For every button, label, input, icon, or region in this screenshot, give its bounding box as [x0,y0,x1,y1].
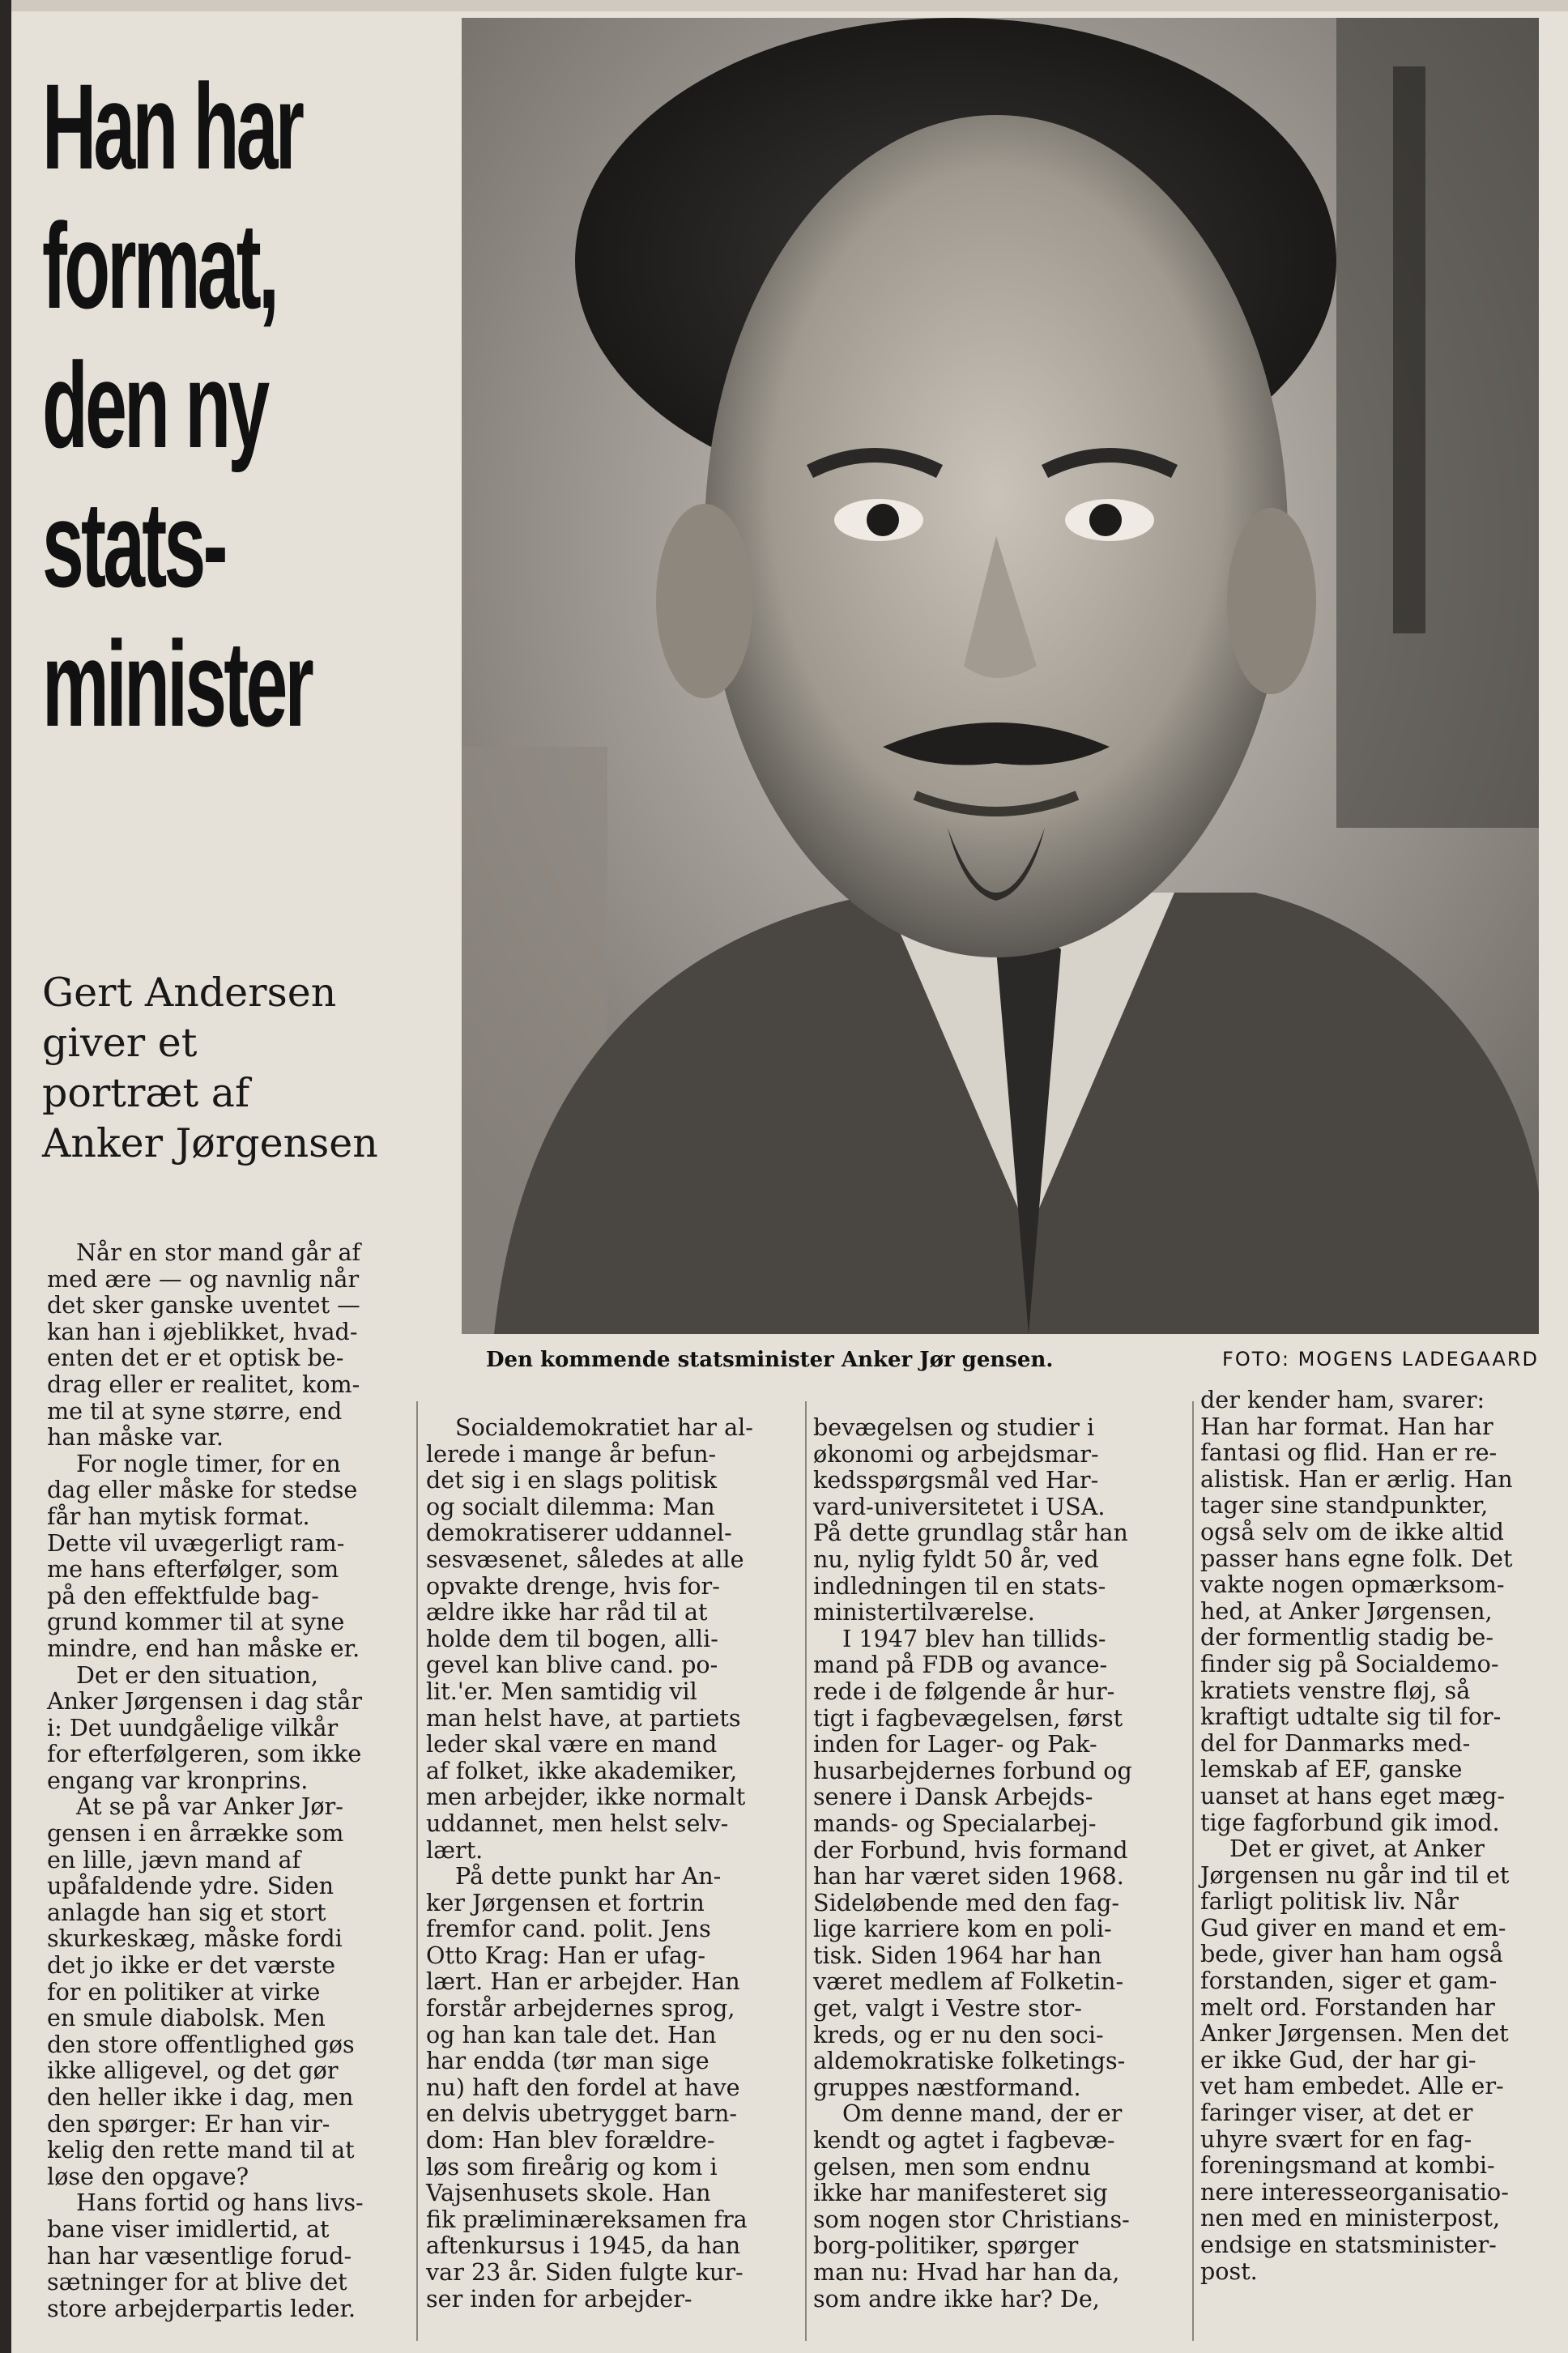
column-text-line: forstanden, siger et gam- [1200,1967,1498,1995]
column-text-line: lemskab af EF, ganske [1200,1755,1463,1784]
column-text-line: økonomi og arbejdsmar- [813,1439,1099,1468]
column-text-line: På dette punkt har An- [455,1862,722,1890]
column-text-line: gelsen, men som endnu [813,2152,1091,2180]
photo-caption: Den kommende statsminister Anker Jør gensen. [486,1348,1054,1372]
column-text-line: kendt og agtet i fagbevæ- [813,2126,1115,2155]
column-text-line: Når en stor mand går af [76,1238,361,1266]
column-text-line: vard-universitetet i USA. [813,1492,1106,1520]
column-text-line: gevel kan blive cand. po- [426,1651,718,1679]
column-text-line: han måske var. [47,1423,224,1451]
column-text-line: uanset at hans eget mæg- [1200,1781,1506,1810]
column-text-line: holde dem til bogen, alli- [426,1624,718,1652]
column-text-line: Han har format. Han har [1200,1412,1493,1440]
column-text-line: uhyre svært for en fag- [1200,2125,1472,2153]
column-text-line: kelig den rette mand til at [47,2136,355,2164]
column-text-line: som nogen stor Christians- [813,2205,1130,2233]
column-text-line: der Forbund, hvis formand [813,1835,1128,1864]
column-text-line: rede i de følgende år hur- [813,1677,1115,1705]
column-text-line: fantasi og flid. Han er re- [1200,1439,1498,1467]
column-text-line: tigt i fagbevægelsen, først [813,1703,1123,1732]
column-text-line: tager sine standpunkter, [1200,1491,1489,1520]
subhead-line: Gert Andersen [42,970,337,1016]
column-text-line: me hans efterfølger, som [47,1555,339,1584]
column-text-line: ministertilværelse. [813,1598,1035,1626]
column-text-line: og han kan tale det. Han [426,2020,717,2048]
column-text-line: Anker Jørgensen i dag står [47,1687,363,1716]
article-column-1 [47,1239,452,2321]
column-text-line: lige karriere kom en poli- [813,1915,1112,1943]
column-text-line: finder sig på Socialdemo- [1200,1649,1499,1677]
column-text-line: der formentlig stadig be- [1200,1623,1494,1652]
column-text-line: me til at syne større, end [47,1396,343,1425]
column-text-line: kreds, og er nu den soci- [813,2020,1104,2048]
column-text-line: af folket, ikke akademiker, [426,1756,738,1784]
column-text-line: han har væsentlige forud- [47,2241,352,2270]
column-text-line: drag eller er realitet, kom- [47,1370,360,1398]
column-text-line: mand på FDB og avance- [813,1651,1108,1679]
column-text-line: indledningen til en stats- [813,1571,1106,1600]
headline-line: den ny [42,337,267,473]
column-text-line: På dette grundlag står han [813,1519,1128,1547]
subhead-line: giver et [42,1020,198,1066]
headline-line: minister [42,616,312,752]
column-text-line: lært. Han er arbejder. Han [426,1967,740,1996]
column-text-line: passer hans egne folk. Det [1200,1544,1513,1572]
column-text-line: farligt politisk liv. Når [1200,1887,1459,1916]
column-text-line: der kender ham, svarer: [1200,1386,1485,1413]
column-text-line: sesvæsenet, således at alle [426,1545,744,1573]
headline [42,57,312,753]
column-text-line: vet ham embedet. Alle er- [1200,2072,1504,2100]
column-text-line: store arbejderpartis leder. [47,2294,356,2322]
column-text-line: gruppes næstformand. [813,2073,1081,2101]
column-text-line: leder skal være en mand [426,1730,718,1758]
column-text-line: man nu: Hvad har han da, [813,2258,1120,2286]
column-text-line: er ikke Gud, der har gi- [1200,2045,1476,2074]
column-text-line: det jo ikke er det værste [47,1951,336,1980]
column-text-line: med ære — og navnlig når [47,1264,360,1293]
headline-line: Han har [42,58,302,194]
column-text-line: At se på var Anker Jør- [76,1792,343,1821]
column-text-line: senere i Dansk Arbejds- [813,1783,1093,1811]
column-text-line: mands- og Specialarbej- [813,1809,1097,1837]
column-text-line: del for Danmarks med- [1200,1729,1471,1757]
column-text-line: Otto Krag: Han er ufag- [426,1941,706,1969]
column-text-line: ikke har manifesteret sig [813,2179,1108,2207]
column-text-line: i: Det uundgåelige vilkår [47,1713,339,1741]
column-text-line: ser inden for arbejder- [426,2284,692,2313]
subhead-line: portræt af [42,1070,250,1116]
subhead-line: Anker Jørgensen [42,1120,378,1166]
column-text-line: på den effektfulde bag- [47,1581,319,1609]
column-text-line: han har været siden 1968. [813,1862,1124,1890]
column-text-line: løse den opgave? [47,2162,249,2190]
column-text-line: engang var kronprins. [47,1766,309,1794]
column-text-line: men arbejder, ikke normalt [426,1783,746,1811]
column-text-line: dag eller måske for stedse [47,1476,358,1504]
column-text-line: aftenkursus i 1945, da han [426,2232,741,2260]
column-text-line: uddannet, men helst selv- [426,1809,729,1837]
column-text-line: melt ord. Forstanden har [1200,1993,1495,2021]
column-text-line: fik præliminæreksamen fra [426,2205,748,2233]
column-text-line: tisk. Siden 1964 har han [813,1941,1102,1969]
column-text-line: demokratiserer uddannel- [426,1519,732,1547]
column-text-line: løs som fireårig og kom i [426,2152,718,2180]
column-text-line: hed, at Anker Jørgensen, [1200,1596,1493,1625]
column-text-line: Det er givet, at Anker [1229,1835,1485,1863]
column-text-line: dom: Han blev forældre- [426,2126,715,2155]
column-text-line: upåfaldende ydre. Siden [47,1872,334,1900]
column-text-line: nen med en ministerpost, [1200,2204,1501,2232]
column-text-line: Socialdemokratiet har al- [455,1413,753,1441]
column-text-line: lært. [426,1835,484,1864]
column-text-line: enten det er et optisk be- [47,1344,344,1372]
column-text-line: Jørgensen nu går ind til et [1200,1861,1510,1889]
column-text-line: bane viser imidlertid, at [47,2214,330,2243]
column-text-line: borg-politiker, spørger [813,2232,1079,2260]
column-text-line: post. [1200,2257,1258,2285]
column-text-line: nu, nylig fyldt 50 år, ved [813,1545,1099,1573]
column-text-line: ældre ikke har råd til at [426,1598,708,1626]
column-text-line: sætninger for at blive det [47,2268,347,2296]
column-text-line: det sig i en slags politisk [426,1466,718,1494]
portrait-photo [462,18,1539,1334]
article-column-4 [1200,1387,1557,2284]
article-column-2 [426,1414,807,2312]
top-border [11,0,1568,11]
photo-caption-row [486,1348,1539,1383]
headline-line: format, [42,198,277,334]
column-text-line: kedsspørgsmål ved Har- [813,1466,1099,1494]
column-text-line: forstår arbejdernes sprog, [426,1994,735,2023]
column-text-line: husarbejdernes forbund og [813,1756,1132,1784]
column-text-line: alistisk. Han er ærlig. Han [1200,1464,1513,1493]
column-text-line: ker Jørgensen et fortrin [426,1888,705,1916]
column-text-line: kratiets venstre fløj, så [1200,1676,1471,1704]
column-text-line: For nogle timer, for en [76,1449,341,1477]
column-text-line: Om denne mand, der er [842,2099,1123,2128]
column-text-line: en delvis ubetrygget barn- [426,2099,738,2128]
column-text-line: Gud giver en mand et em- [1200,1913,1506,1942]
column-text-line: Hans fortid og hans livs- [76,2189,364,2217]
column-text-line: Sideløbende med den fag- [813,1888,1120,1916]
newspaper-page [11,0,1568,2353]
column-text-line: vakte nogen opmærksom- [1200,1571,1505,1599]
column-text-line: var 23 år. Siden fulgte kur- [426,2258,744,2286]
column-text-line: mindre, end han måske er. [47,1634,360,1662]
column-text-line: Vajsenhusets skole. Han [426,2179,711,2207]
column-text-line: bevægelsen og studier i [813,1413,1095,1441]
column-text-line: som andre ikke har? De, [813,2284,1100,2313]
article-column-3 [813,1414,1194,2312]
column-text-line: kraftigt udtalte sig til for- [1200,1703,1502,1731]
column-text-line: ikke alligevel, og det gør [47,2057,339,2085]
column-text-line: gensen i en årrække som [47,1819,344,1848]
portrait-illustration [462,18,1539,1334]
column-text-line: grund kommer til at syne [47,1608,345,1636]
column-text-line: en smule diabolsk. Men [47,2004,326,2032]
column-text-line: skurkeskæg, måske fordi [47,1925,343,1953]
column-text-line: anlagde han sig et stort [47,1898,326,1926]
column-text-line: har endda (tør man sige [426,2047,709,2075]
photo-credit: FOTO: MOGENS LADEGAARD [1222,1348,1539,1370]
column-text-line: Anker Jørgensen. Men det [1200,2019,1509,2048]
column-text-line: nu) haft den fordel at have [426,2073,740,2101]
column-text-line: aldemokratiske folketings- [813,2047,1126,2075]
column-text-line: man helst have, at partiets [426,1703,741,1732]
page-edge [0,0,11,2353]
column-text-line: nere interesseorganisatio- [1200,2177,1509,2206]
column-text-line: den store offentlighed gøs [47,2030,355,2058]
column-text-line: get, valgt i Vestre stor- [813,1994,1082,2023]
column-text-line: får han mytisk format. [47,1502,310,1530]
column-text-line: foreningsmand at kombi- [1200,2151,1495,2180]
column-text-line: kan han i øjeblikket, hvad- [47,1317,358,1345]
column-text-line: opvakte drenge, hvis for- [426,1571,720,1600]
byline-subhead [42,968,463,1169]
column-text-line: også selv om de ikke altid [1200,1517,1504,1545]
column-text-line: den spørger: Er han vir- [47,2109,330,2138]
column-text-line: været medlem af Folketin- [813,1967,1124,1996]
column-text-line: Det er den situation, [76,1660,318,1689]
column-text-line: faringer viser, at det er [1200,2099,1473,2127]
column-text-line: lerede i mange år befun- [426,1439,717,1468]
column-text-line: endsige en statsminister- [1200,2231,1497,2258]
headline-line: stats- [42,476,225,612]
column-text-line: lit.'er. Men samtidig vil [426,1677,697,1705]
column-text-line: Dette vil uvægerligt ram- [47,1528,345,1557]
column-text-line: inden for Lager- og Pak- [813,1730,1097,1758]
column-text-line: for en politiker at virke [47,1977,321,2006]
column-text-line: en lille, jævn mand af [47,1845,301,1873]
column-text-line: for efterfølgeren, som ikke [47,1740,362,1768]
column-text-line: og socialt dilemma: Man [426,1492,715,1520]
column-text-line: tige fagforbund gik imod. [1200,1808,1500,1836]
column-text-line: fremfor cand. polit. Jens [426,1915,711,1943]
column-text-line: I 1947 blev han tillids- [842,1624,1106,1652]
column-text-line: den heller ikke i dag, men [47,2083,354,2111]
column-text-line: det sker ganske uventet — [47,1291,360,1319]
column-text-line: bede, giver han ham også [1200,1940,1503,1968]
